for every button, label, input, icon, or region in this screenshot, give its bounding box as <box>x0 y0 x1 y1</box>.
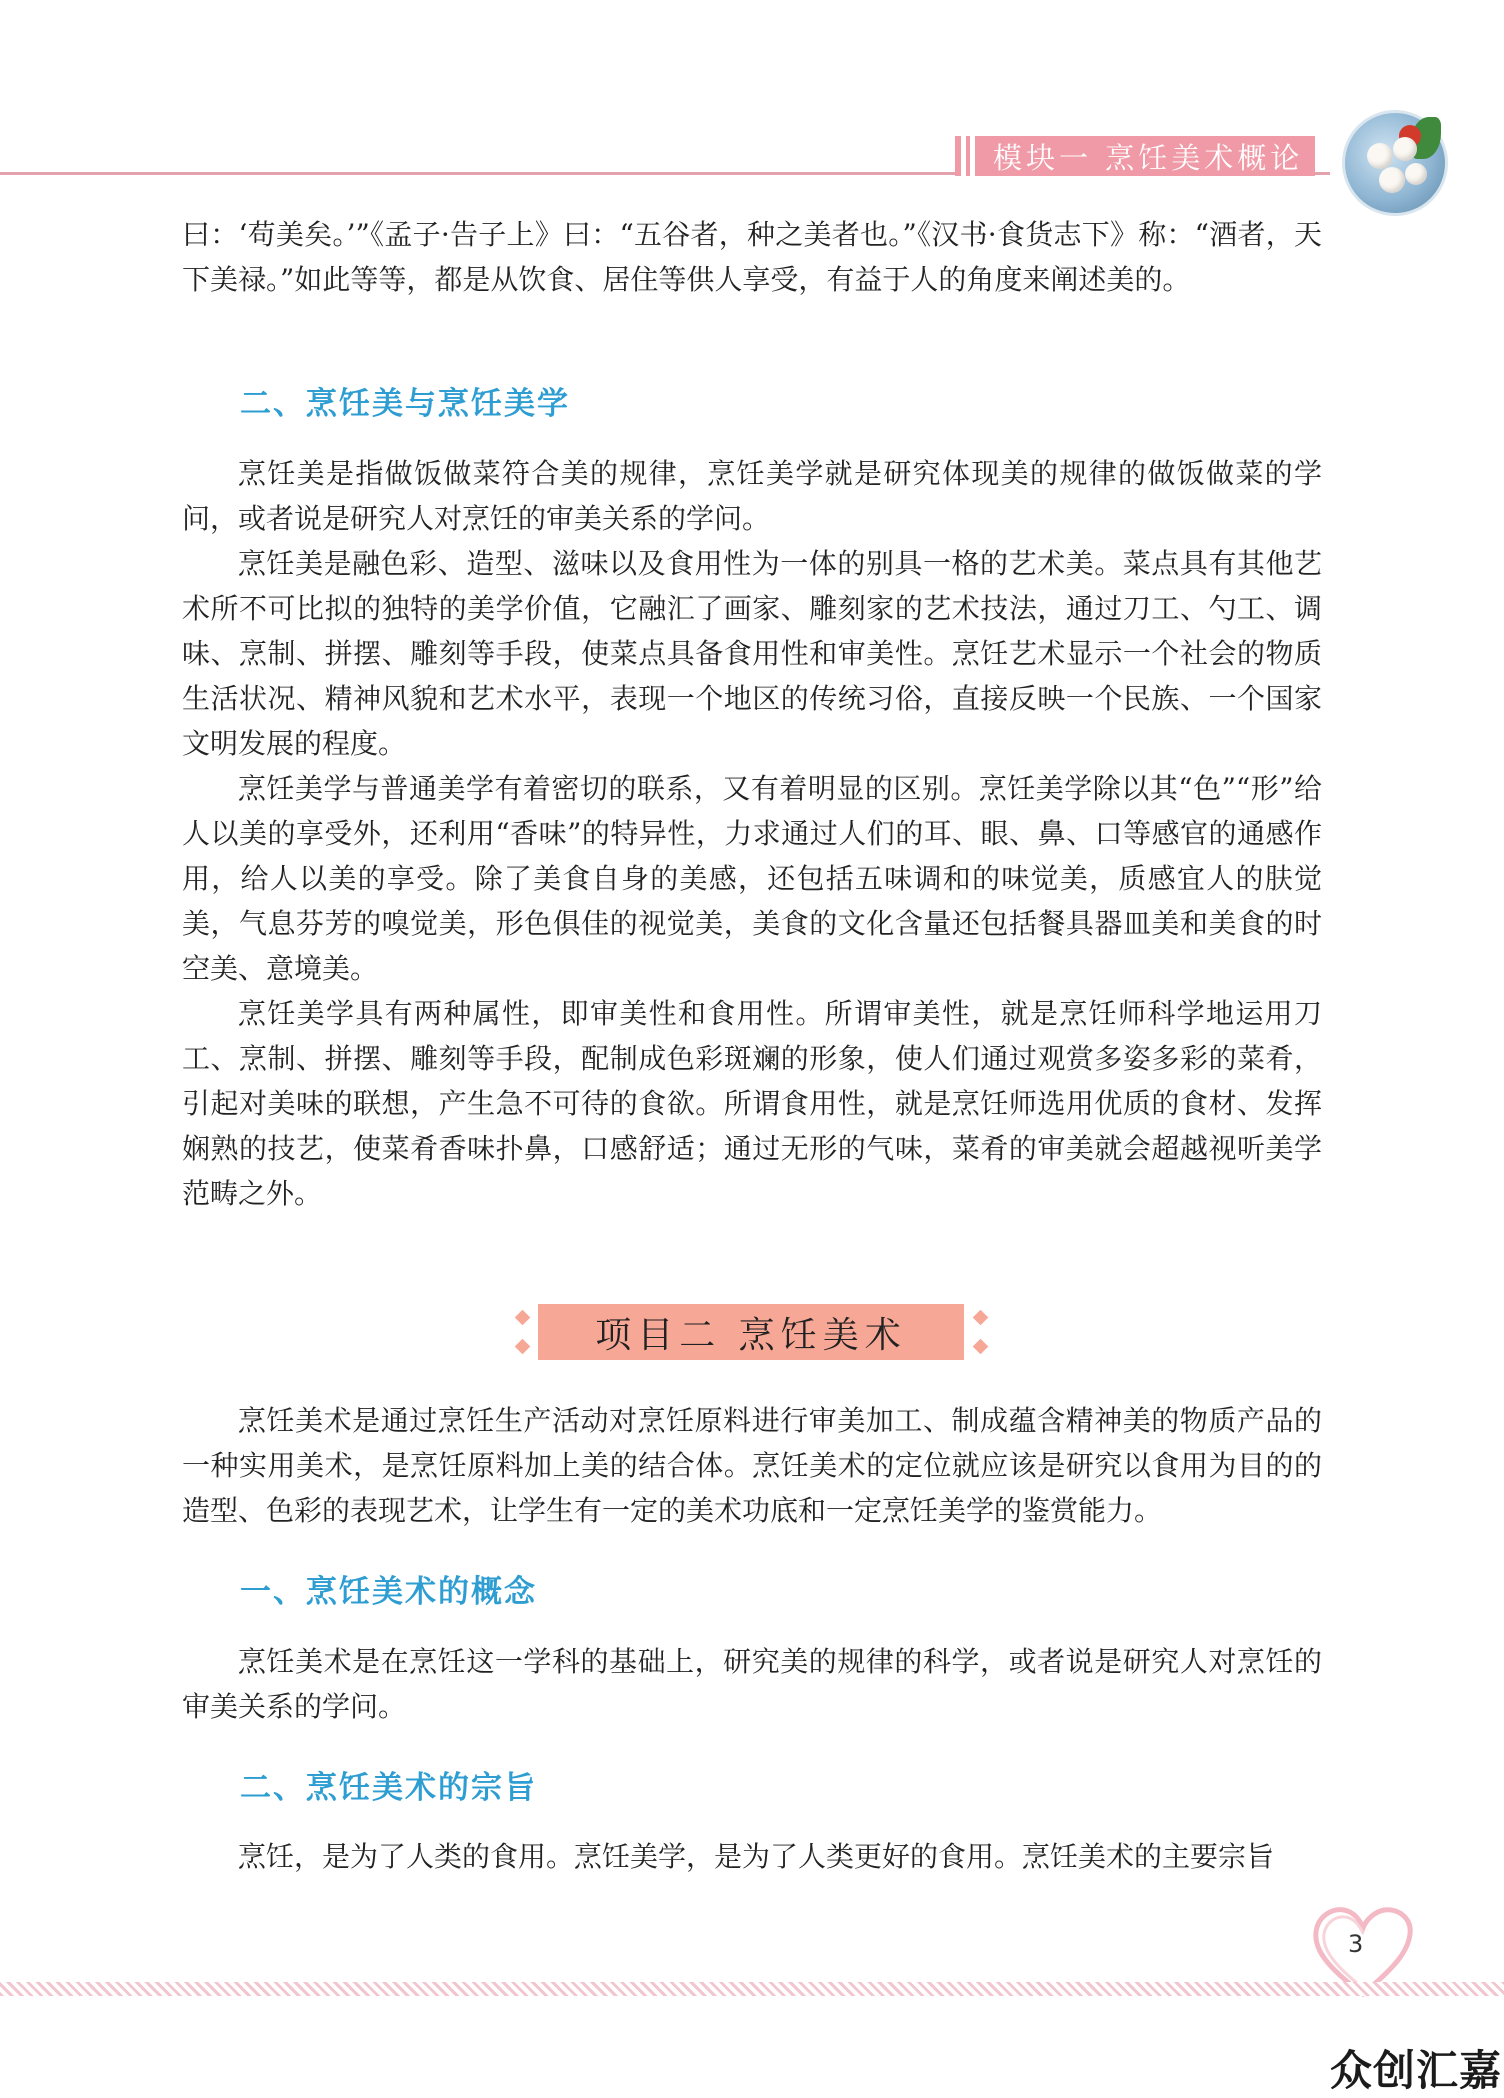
paragraph: 烹饪美学具有两种属性，即审美性和食用性。所谓审美性，就是烹饪师科学地运用刀工、烹制、拼摆、雕刻等手段，配制成色彩斑斓的形象，使人们通过观赏多姿多彩的菜肴，引起对美味的联想，产生急不可待的食欲。所谓食用性，就是烹饪师选用优质的食材、发挥娴熟的技艺，使菜肴香味扑鼻，口感舒适；通过无形的气味，菜肴的审美就会超越视听美学范畴之外。 <box>182 997 1322 1210</box>
paragraph: 烹饪美术是在烹饪这一学科的基础上，研究美的规律的科学，或者说是研究人对烹饪的审美关系的学问。 <box>182 1645 1322 1723</box>
section-body <box>182 451 1322 1216</box>
page-number: 3 <box>1348 1930 1364 1958</box>
paragraph: 烹饪，是为了人类的食用。烹饪美学，是为了人类更好的食用。烹饪美术的主要宗旨 <box>238 1840 1275 1873</box>
banner-decoration <box>512 1312 532 1352</box>
header-tab-bar <box>961 136 966 176</box>
module-header-tab <box>955 136 1315 176</box>
food-plate-icon <box>1342 110 1448 216</box>
footer-stripe <box>0 1982 1504 1996</box>
section-body <box>182 1639 1322 1729</box>
plate-dumpling <box>1379 167 1405 193</box>
module-title: 模块一 烹饪美术概论 <box>993 140 1304 175</box>
project-title: 项目二 烹饪美术 <box>595 1314 907 1356</box>
section-heading: 二、烹饪美术的宗旨 <box>240 1770 537 1806</box>
continued-paragraph <box>182 212 1322 302</box>
project-banner <box>512 1304 990 1360</box>
section-heading: 二、烹饪美与烹饪美学 <box>240 386 570 422</box>
paragraph: 烹饪美学与普通美学有着密切的联系，又有着明显的区别。烹饪美学除以其“色”“形”给人以美的享受外，还利用“香味”的特异性，力求通过人们的耳、眼、鼻、口等感官的通感作用，给人以美的享受。除了美食自身的美感，还包括五味调和的味觉美，质感宜人的肤觉美，气息芬芳的嗅觉美，形色俱佳的视觉美，美食的文化含量还包括餐具器皿美和美食的时空美、意境美。 <box>182 772 1322 985</box>
plate-dumpling <box>1405 163 1427 185</box>
banner-decoration <box>970 1312 990 1352</box>
paragraph: 烹饪美术是通过烹饪生产活动对烹饪原料进行审美加工、制成蕴含精神美的物质产品的一种实用美术，是烹饪原料加上美的结合体。烹饪美术的定位就应该是研究以食用为目的的造型、色彩的表现艺术，让学生有一定的美术功底和一定烹饪美学的鉴赏能力。 <box>182 1404 1322 1527</box>
plate-dumpling <box>1393 137 1417 161</box>
section-body <box>182 1834 1322 1879</box>
section-heading: 一、烹饪美术的概念 <box>240 1574 537 1610</box>
paragraph: 烹饪美是融色彩、造型、滋味以及食用性为一体的别具一格的艺术美。菜点具有其他艺术所不可比拟的独特的美学价值，它融汇了画家、雕刻家的艺术技法，通过刀工、勺工、调味、烹制、拼摆、雕刻等手段，使菜点具备食用性和审美性。烹饪艺术显示一个社会的物质生活状况、精神风貌和艺术水平，表现一个地区的传统习俗，直接反映一个民族、一个国家文明发展的程度。 <box>182 547 1322 760</box>
paragraph: 烹饪美是指做饭做菜符合美的规律，烹饪美学就是研究体现美的规律的做饭做菜的学问，或者说是研究人对烹饪的审美关系的学问。 <box>182 457 1322 535</box>
banner-body <box>538 1304 964 1360</box>
project-intro <box>182 1398 1322 1533</box>
paragraph: 曰：‘苟美矣。’”《孟子·告子上》曰：“五谷者，种之美者也。”《汉书·食货志下》称：“酒者，天下美禄。”如此等等，都是从饮食、居住等供人享受，有益于人的角度来阐述美的。 <box>182 218 1322 296</box>
plate-dumpling <box>1367 143 1393 169</box>
watermark-logo: 众创汇嘉 <box>1330 2046 1503 2095</box>
header-tab-bar <box>970 136 975 176</box>
